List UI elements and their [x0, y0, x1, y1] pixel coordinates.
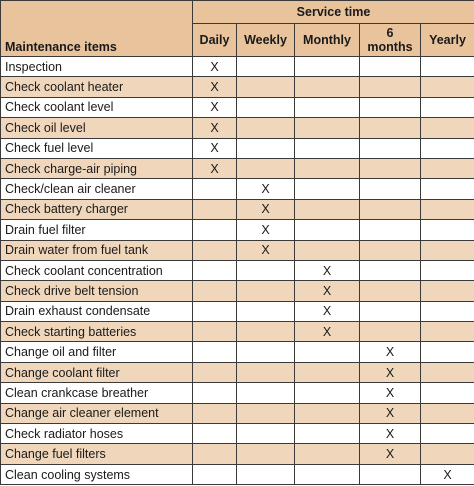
column-header-text: Daily: [199, 33, 230, 47]
schedule-mark-yearly: [421, 342, 474, 362]
schedule-mark-daily: X: [193, 138, 237, 158]
schedule-mark-daily: [193, 220, 237, 240]
schedule-mark-weekly: [237, 97, 295, 117]
schedule-mark-weekly: X: [237, 179, 295, 199]
schedule-mark-yearly: [421, 77, 474, 97]
schedule-mark-yearly: [421, 57, 474, 77]
schedule-mark-weekly: X: [237, 199, 295, 219]
maintenance-item-cell: Drain fuel filter: [1, 220, 193, 240]
schedule-mark-six-months: X: [360, 444, 421, 464]
table-row: [1, 179, 474, 199]
maintenance-item-cell: Check coolant concentration: [1, 260, 193, 280]
maintenance-item-cell: Check/clean air cleaner: [1, 179, 193, 199]
schedule-mark-daily: X: [193, 57, 237, 77]
schedule-mark-monthly: [295, 138, 360, 158]
schedule-mark-six-months: X: [360, 424, 421, 444]
maintenance-items-header: Maintenance items: [1, 1, 193, 57]
column-header-text: Monthly: [303, 33, 351, 47]
schedule-mark-monthly: [295, 444, 360, 464]
schedule-mark-weekly: X: [237, 220, 295, 240]
maintenance-item-cell: Check coolant level: [1, 97, 193, 117]
schedule-mark-six-months: X: [360, 342, 421, 362]
table-row: [1, 220, 474, 240]
maintenance-item-cell: Check coolant heater: [1, 77, 193, 97]
schedule-mark-weekly: [237, 138, 295, 158]
maintenance-item-cell: Clean cooling systems: [1, 464, 193, 484]
column-header-text: Yearly: [429, 33, 466, 47]
table-row: [1, 158, 474, 178]
schedule-mark-weekly: [237, 118, 295, 138]
table-row: [1, 57, 474, 77]
maintenance-item-cell: Check charge-air piping: [1, 158, 193, 178]
schedule-mark-yearly: [421, 260, 474, 280]
table-row: [1, 424, 474, 444]
maintenance-item-cell: Change coolant filter: [1, 362, 193, 382]
schedule-mark-yearly: [421, 240, 474, 260]
schedule-mark-six-months: [360, 199, 421, 219]
column-header-weekly: [237, 24, 295, 57]
maintenance-item-cell: Inspection: [1, 57, 193, 77]
schedule-mark-monthly: [295, 97, 360, 117]
service-time-header: Service time: [193, 1, 474, 24]
schedule-mark-six-months: [360, 57, 421, 77]
schedule-mark-monthly: X: [295, 260, 360, 280]
table-row: [1, 403, 474, 423]
maintenance-item-cell: Clean crankcase breather: [1, 383, 193, 403]
schedule-mark-yearly: [421, 444, 474, 464]
table-row: [1, 342, 474, 362]
schedule-mark-monthly: [295, 383, 360, 403]
schedule-mark-six-months: X: [360, 362, 421, 382]
schedule-mark-yearly: [421, 199, 474, 219]
maintenance-item-cell: Check radiator hoses: [1, 424, 193, 444]
schedule-mark-weekly: [237, 383, 295, 403]
table-row: [1, 97, 474, 117]
schedule-mark-monthly: [295, 362, 360, 382]
table-row: [1, 77, 474, 97]
maintenance-item-cell: Check starting batteries: [1, 322, 193, 342]
schedule-mark-six-months: X: [360, 383, 421, 403]
schedule-mark-six-months: [360, 138, 421, 158]
schedule-mark-monthly: [295, 158, 360, 178]
schedule-mark-weekly: [237, 342, 295, 362]
schedule-mark-yearly: [421, 281, 474, 301]
schedule-mark-daily: [193, 199, 237, 219]
table-row: [1, 118, 474, 138]
schedule-mark-daily: [193, 424, 237, 444]
schedule-mark-six-months: [360, 464, 421, 484]
schedule-mark-daily: [193, 444, 237, 464]
schedule-mark-six-months: [360, 281, 421, 301]
schedule-mark-monthly: [295, 118, 360, 138]
schedule-mark-monthly: [295, 240, 360, 260]
maintenance-item-cell: Drain water from fuel tank: [1, 240, 193, 260]
schedule-mark-daily: X: [193, 97, 237, 117]
table-row: [1, 322, 474, 342]
schedule-mark-monthly: [295, 199, 360, 219]
schedule-mark-weekly: [237, 424, 295, 444]
schedule-mark-yearly: [421, 383, 474, 403]
schedule-mark-yearly: [421, 118, 474, 138]
column-header-text: months: [367, 40, 413, 54]
schedule-mark-daily: [193, 240, 237, 260]
maintenance-item-cell: Change fuel filters: [1, 444, 193, 464]
schedule-mark-weekly: [237, 403, 295, 423]
schedule-mark-yearly: [421, 322, 474, 342]
schedule-mark-six-months: [360, 220, 421, 240]
schedule-mark-weekly: [237, 362, 295, 382]
schedule-mark-yearly: X: [421, 464, 474, 484]
schedule-mark-weekly: [237, 281, 295, 301]
schedule-mark-weekly: [237, 444, 295, 464]
schedule-mark-monthly: [295, 342, 360, 362]
schedule-mark-six-months: [360, 179, 421, 199]
maintenance-item-cell: Change oil and filter: [1, 342, 193, 362]
schedule-mark-daily: [193, 322, 237, 342]
schedule-mark-monthly: [295, 220, 360, 240]
maintenance-item-cell: Change air cleaner element: [1, 403, 193, 423]
schedule-mark-daily: [193, 179, 237, 199]
schedule-mark-yearly: [421, 158, 474, 178]
schedule-mark-six-months: [360, 118, 421, 138]
schedule-mark-yearly: [421, 362, 474, 382]
schedule-mark-daily: [193, 260, 237, 280]
schedule-mark-yearly: [421, 301, 474, 321]
table-row: [1, 383, 474, 403]
schedule-mark-daily: [193, 464, 237, 484]
table-row: [1, 240, 474, 260]
schedule-mark-monthly: [295, 464, 360, 484]
column-header-six-months: [360, 24, 421, 57]
schedule-mark-six-months: X: [360, 403, 421, 423]
column-header-monthly: [295, 24, 360, 57]
table-row: [1, 464, 474, 484]
schedule-mark-yearly: [421, 179, 474, 199]
schedule-mark-monthly: X: [295, 301, 360, 321]
schedule-mark-monthly: X: [295, 322, 360, 342]
table-body: [1, 57, 474, 485]
maintenance-item-cell: Check oil level: [1, 118, 193, 138]
schedule-mark-monthly: X: [295, 281, 360, 301]
table-row: [1, 362, 474, 382]
schedule-mark-yearly: [421, 424, 474, 444]
schedule-mark-yearly: [421, 220, 474, 240]
maintenance-item-cell: Drain exhaust condensate: [1, 301, 193, 321]
maintenance-item-cell: Check drive belt tension: [1, 281, 193, 301]
schedule-mark-weekly: [237, 57, 295, 77]
schedule-mark-six-months: [360, 322, 421, 342]
schedule-mark-monthly: [295, 57, 360, 77]
schedule-mark-daily: [193, 383, 237, 403]
schedule-mark-daily: X: [193, 158, 237, 178]
schedule-mark-monthly: [295, 179, 360, 199]
schedule-mark-six-months: [360, 158, 421, 178]
column-header-text: Weekly: [244, 33, 287, 47]
schedule-mark-yearly: [421, 138, 474, 158]
column-header-daily: [193, 24, 237, 57]
schedule-mark-daily: [193, 403, 237, 423]
schedule-mark-monthly: [295, 403, 360, 423]
schedule-mark-six-months: [360, 301, 421, 321]
schedule-mark-yearly: [421, 97, 474, 117]
schedule-mark-weekly: [237, 260, 295, 280]
table-row: [1, 138, 474, 158]
schedule-mark-daily: [193, 362, 237, 382]
table-row: [1, 444, 474, 464]
schedule-mark-six-months: [360, 260, 421, 280]
schedule-mark-six-months: [360, 97, 421, 117]
schedule-mark-daily: [193, 281, 237, 301]
schedule-mark-monthly: [295, 77, 360, 97]
schedule-mark-daily: X: [193, 118, 237, 138]
schedule-mark-daily: X: [193, 77, 237, 97]
schedule-mark-weekly: [237, 464, 295, 484]
schedule-mark-daily: [193, 301, 237, 321]
schedule-mark-six-months: [360, 240, 421, 260]
schedule-mark-weekly: X: [237, 240, 295, 260]
schedule-mark-weekly: [237, 158, 295, 178]
schedule-mark-six-months: [360, 77, 421, 97]
schedule-mark-yearly: [421, 403, 474, 423]
table-row: [1, 260, 474, 280]
schedule-mark-weekly: [237, 77, 295, 97]
schedule-mark-weekly: [237, 322, 295, 342]
schedule-mark-weekly: [237, 301, 295, 321]
schedule-mark-monthly: [295, 424, 360, 444]
schedule-mark-daily: [193, 342, 237, 362]
table-row: [1, 281, 474, 301]
maintenance-item-cell: Check battery charger: [1, 199, 193, 219]
table-row: [1, 301, 474, 321]
column-header-yearly: [421, 24, 474, 57]
maintenance-item-cell: Check fuel level: [1, 138, 193, 158]
column-header-text: 6: [386, 26, 394, 40]
table-row: [1, 199, 474, 219]
